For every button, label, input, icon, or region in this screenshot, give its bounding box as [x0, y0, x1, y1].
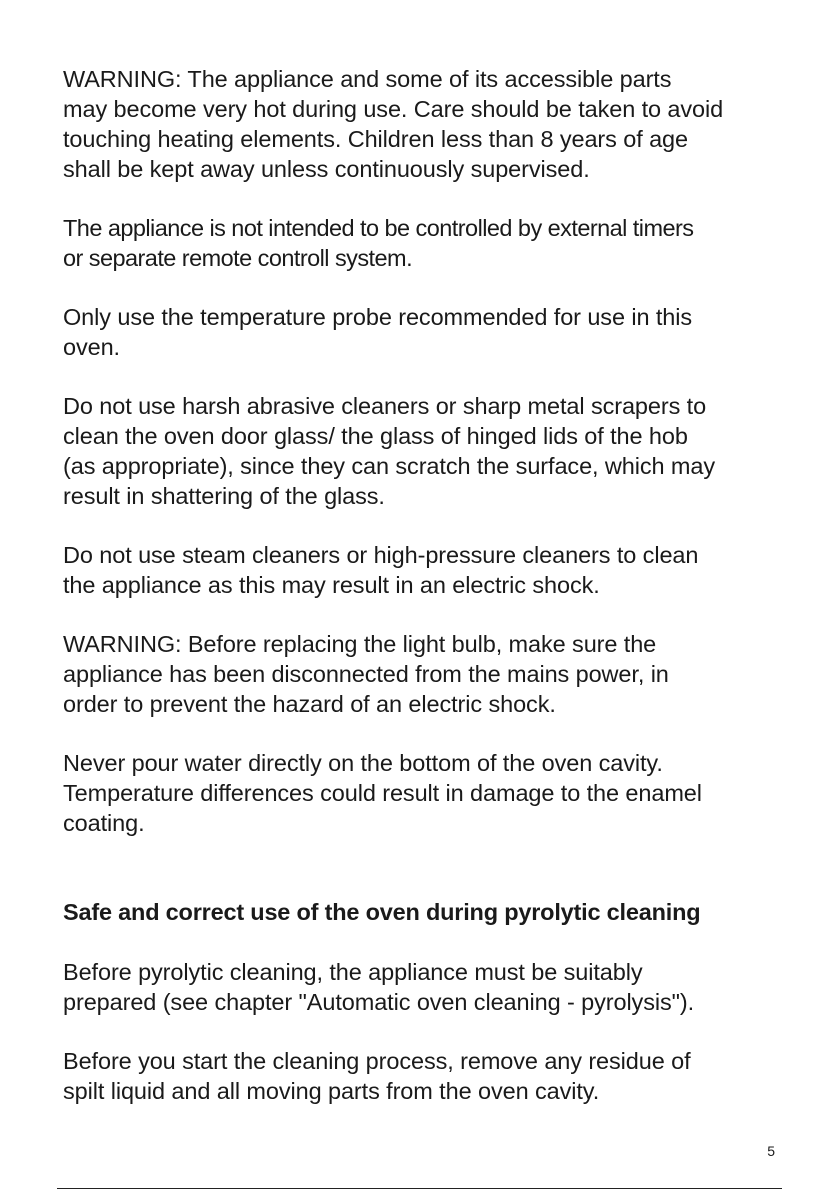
water-cavity-paragraph: Never pour water directly on the bottom of the oven cavity. Temperature differences could result in damage to the enamel coating. — [63, 750, 702, 836]
page-number: 5 — [767, 1143, 775, 1159]
warning-hot-parts-paragraph: WARNING: The appliance and some of its accessible parts may become very hot during use. Care should be taken to avoid touching heating elements. Children less than 8 years of age shall be kept away unless continuously supervised. — [63, 66, 724, 182]
pyrolytic-section — [63, 867, 781, 1017]
temperature-probe-paragraph: Only use the temperature probe recommended for use in this oven. — [63, 304, 693, 360]
document-body — [63, 64, 781, 1135]
warning-light-bulb-paragraph: WARNING: Before replacing the light bulb, make sure the appliance has been disconnected from the mains power, in order to prevent the hazard of an electric shock. — [63, 631, 669, 717]
cleaning-process-paragraph: Before you start the cleaning process, remove any residue of spilt liquid and all moving parts from the oven cavity. — [63, 1048, 691, 1104]
pyrolytic-heading: Safe and correct use of the oven during pyrolytic cleaning — [63, 899, 701, 925]
steam-cleaners-paragraph: Do not use steam cleaners or high-pressure cleaners to clean the appliance as this may result in an electric shock. — [63, 542, 699, 598]
footer-divider — [57, 1188, 782, 1189]
abrasive-cleaners-paragraph: Do not use harsh abrasive cleaners or sharp metal scrapers to clean the oven door glass/ the glass of hinged lids of the hob (as appropriate), since they can scratch the surface, which may result in shattering of the glass. — [63, 393, 715, 509]
external-timers-paragraph: The appliance is not intended to be controlled by external timers or separate remote controll system. — [63, 215, 694, 271]
pyrolytic-text: Before pyrolytic cleaning, the appliance must be suitably prepared (see chapter "Automatic oven cleaning - pyrolysis"). — [63, 959, 695, 1015]
